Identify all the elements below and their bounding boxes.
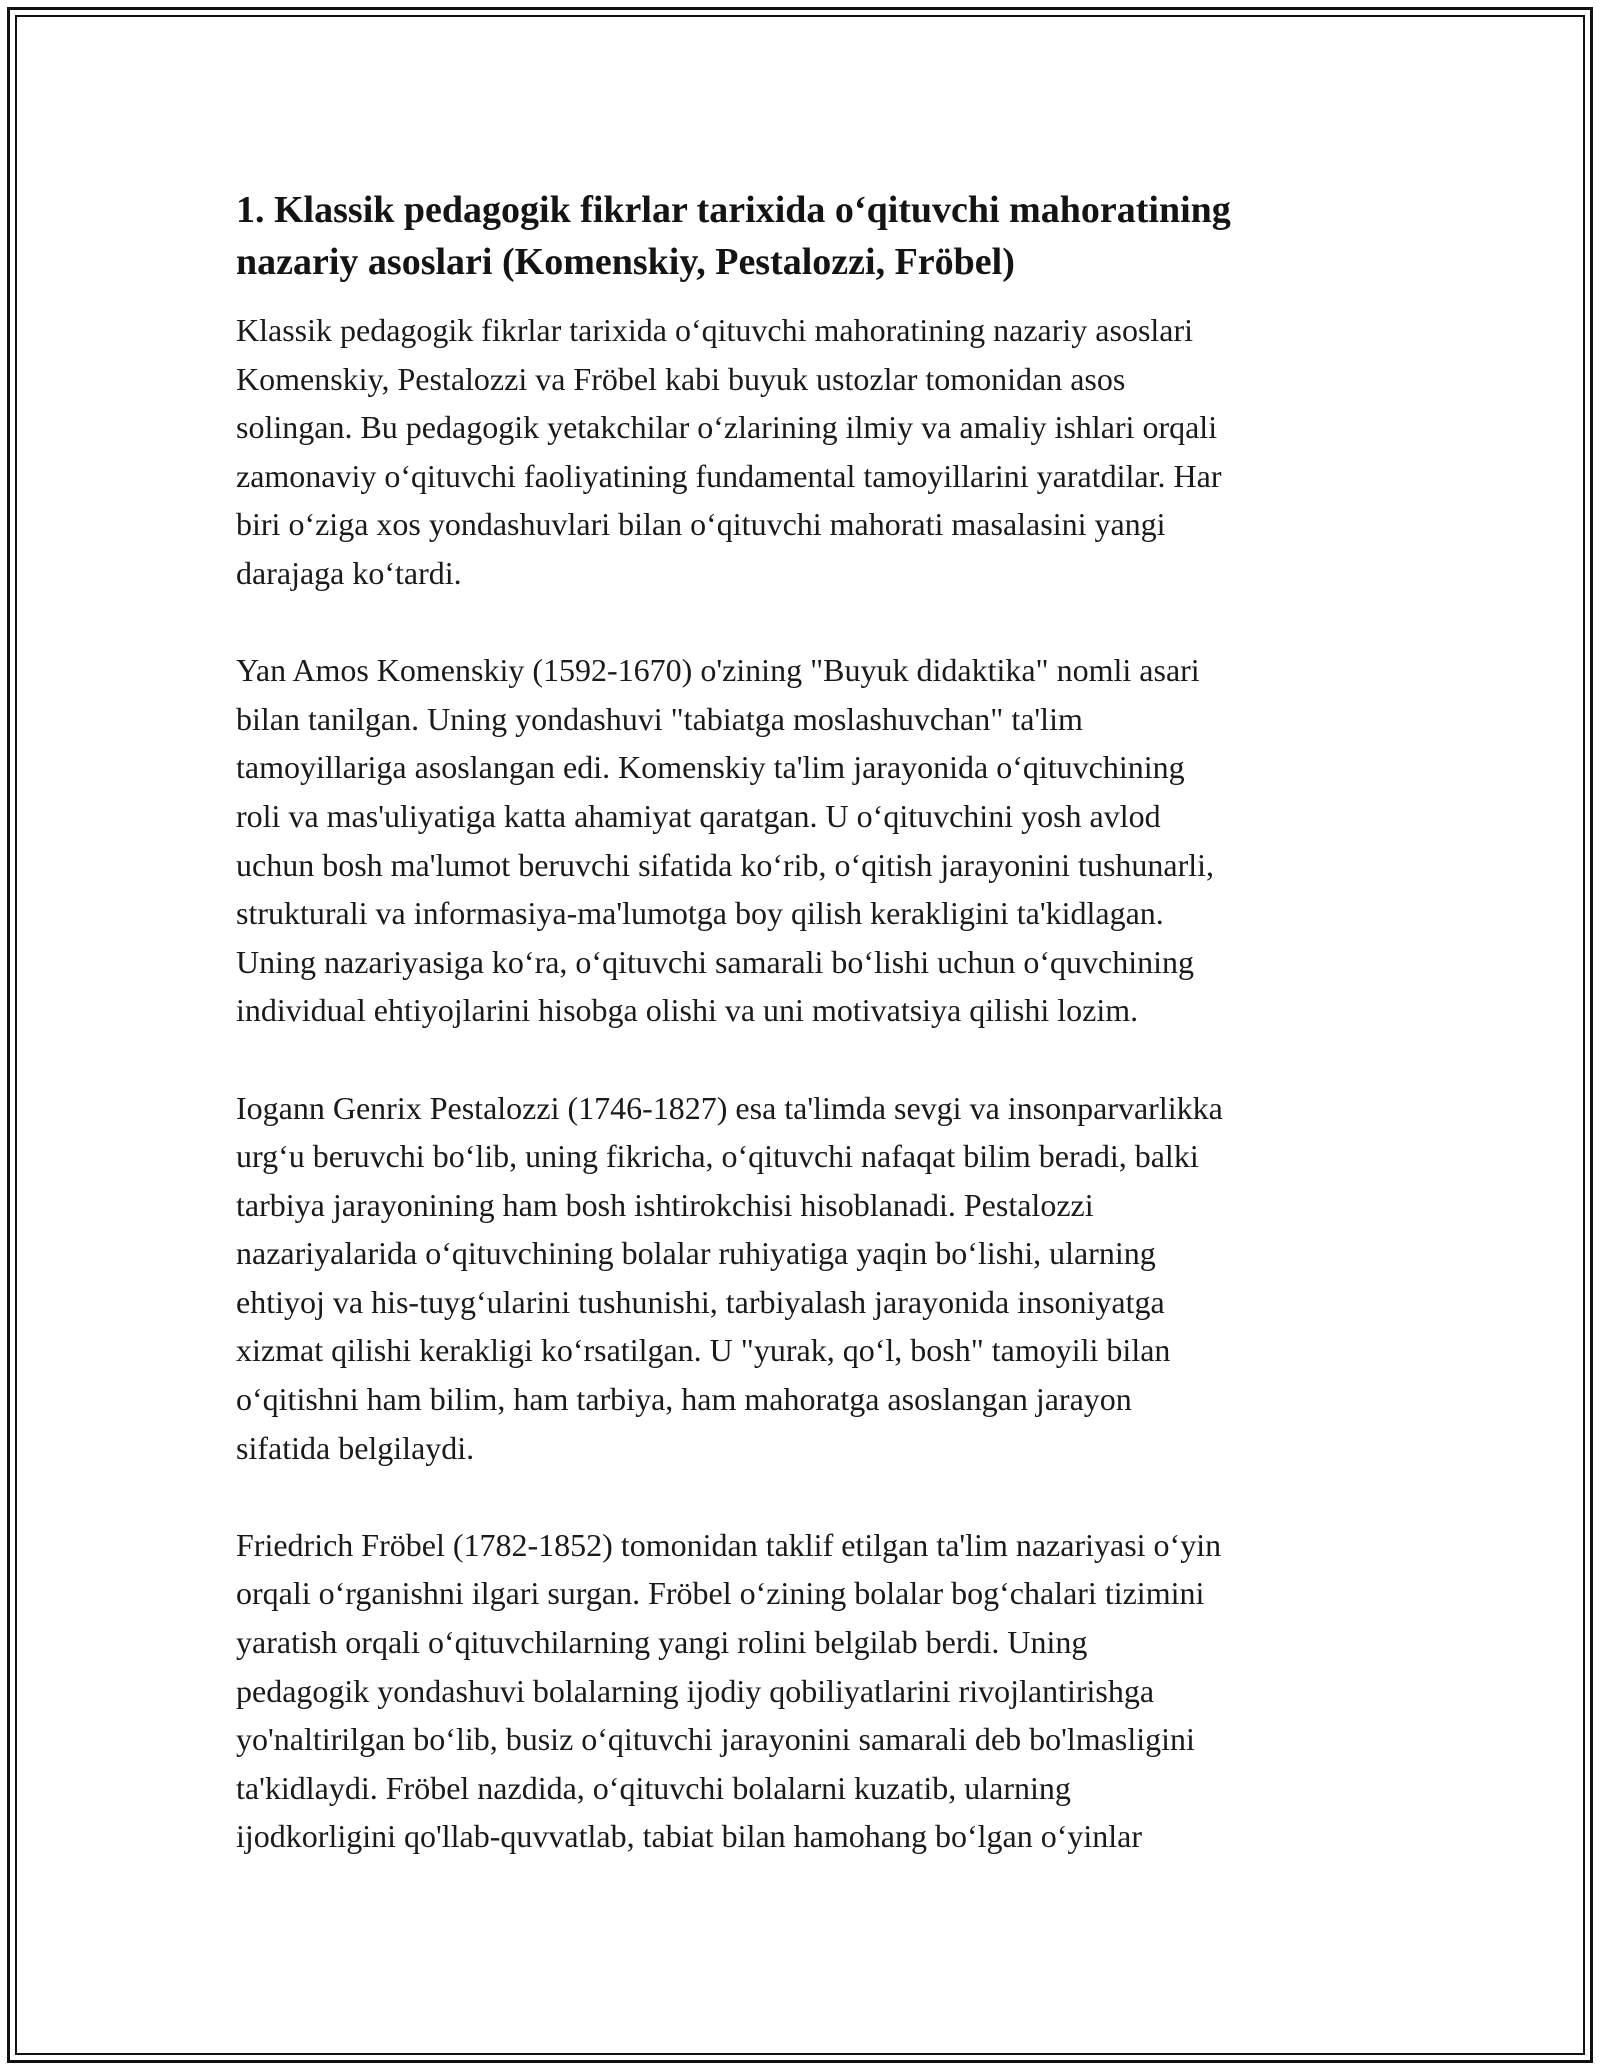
document-body <box>236 184 1376 1910</box>
paragraph-frobel <box>236 1521 1376 1861</box>
text-line: pedagogik yondashuvi bolalarning ijodiy qobiliyatlarini rivojlantirishga <box>236 1672 1155 1709</box>
text-line: Komenskiy, Pestalozzi va Fröbel kabi buyuk ustozlar tomonidan asos <box>236 360 1126 397</box>
text-line: xizmat qilishi kerakligi koʻrsatilgan. U "yurak, qoʻl, bosh" tamoyili bilan <box>236 1332 1171 1369</box>
text-line: Iogann Genrix Pestalozzi (1746-1827) esa ta'limda sevgi va insonparvarlikka <box>236 1089 1223 1126</box>
text-line: orqali oʻrganishni ilgari surgan. Fröbel oʻzining bolalar bogʻchalari tizimini <box>236 1575 1205 1612</box>
heading-line: nazariy asoslari (Komenskiy, Pestalozzi, Fröbel) <box>236 241 1015 283</box>
text-line: sifatida belgilaydi. <box>236 1429 475 1466</box>
text-line: yo'naltirilgan boʻlib, busiz oʻqituvchi jarayonini samarali deb bo'lmasligini <box>236 1721 1195 1758</box>
paragraph-pestalozzi <box>236 1084 1376 1473</box>
text-line: biri oʻziga xos yondashuvlari bilan oʻqituvchi mahorati masalasini yangi <box>236 506 1166 543</box>
text-line: urgʻu beruvchi boʻlib, uning fikricha, oʻqituvchi nafaqat bilim beradi, balki <box>236 1138 1199 1175</box>
text-line: Yan Amos Komenskiy (1592-1670) o'zining "Buyuk didaktika" nomli asari <box>236 652 1200 689</box>
text-line: strukturali va informasiya-ma'lumotga boy qilish kerakligini ta'kidlagan. <box>236 895 1164 932</box>
text-line: Uning nazariyasiga koʻra, oʻqituvchi samarali boʻlishi uchun oʻquvchining <box>236 943 1194 980</box>
text-line: solingan. Bu pedagogik yetakchilar oʻzlarining ilmiy va amaliy ishlari orqali <box>236 409 1218 446</box>
text-line: yaratish orqali oʻqituvchilarning yangi rolini belgilab berdi. Uning <box>236 1624 1088 1661</box>
text-line: roli va mas'uliyatiga katta ahamiyat qaratgan. U oʻqituvchini yosh avlod <box>236 797 1161 834</box>
text-line: zamonaviy oʻqituvchi faoliyatining fundamental tamoyillarini yaratdilar. Har <box>236 457 1222 494</box>
text-line: Klassik pedagogik fikrlar tarixida oʻqituvchi mahoratining nazariy asoslari <box>236 312 1194 348</box>
text-line: ijodkorligini qo'llab-quvvatlab, tabiat bilan hamohang boʻlgan oʻyinlar <box>236 1818 1142 1855</box>
paragraph-intro <box>236 306 1376 598</box>
heading-line: 1. Klassik pedagogik fikrlar tarixida oʻqituvchi mahoratining <box>236 189 1231 231</box>
text-line: ta'kidlaydi. Fröbel nazdida, oʻqituvchi bolalarni kuzatib, ularning <box>236 1769 1071 1806</box>
text-line: ehtiyoj va his-tuygʻularini tushunishi, tarbiyalash jarayonida insoniyatga <box>236 1283 1165 1320</box>
text-line: darajaga koʻtardi. <box>236 554 462 591</box>
text-line: tarbiya jarayonining ham bosh ishtirokchisi hisoblanadi. Pestalozzi <box>236 1186 1094 1223</box>
text-line: bilan tanilgan. Uning yondashuvi "tabiatga moslashuvchan" ta'lim <box>236 700 1083 737</box>
text-line: uchun bosh ma'lumot beruvchi sifatida koʻrib, oʻqitish jarayonini tushunarli, <box>236 846 1215 883</box>
text-line: nazariyalarida oʻqituvchining bolalar ruhiyatiga yaqin boʻlishi, ularning <box>236 1235 1156 1272</box>
text-line: oʻqitishni ham bilim, ham tarbiya, ham mahoratga asoslangan jarayon <box>236 1381 1132 1418</box>
text-line: tamoyillariga asoslangan edi. Komenskiy ta'lim jarayonida oʻqituvchining <box>236 749 1185 786</box>
text-line: individual ehtiyojlarini hisobga olishi va uni motivatsiya qilishi lozim. <box>236 992 1139 1029</box>
paragraph-komenskiy <box>236 646 1376 1035</box>
section-heading <box>236 184 1376 288</box>
text-line: Friedrich Fröbel (1782-1852) tomonidan taklif etilgan ta'lim nazariyasi oʻyin <box>236 1526 1222 1563</box>
